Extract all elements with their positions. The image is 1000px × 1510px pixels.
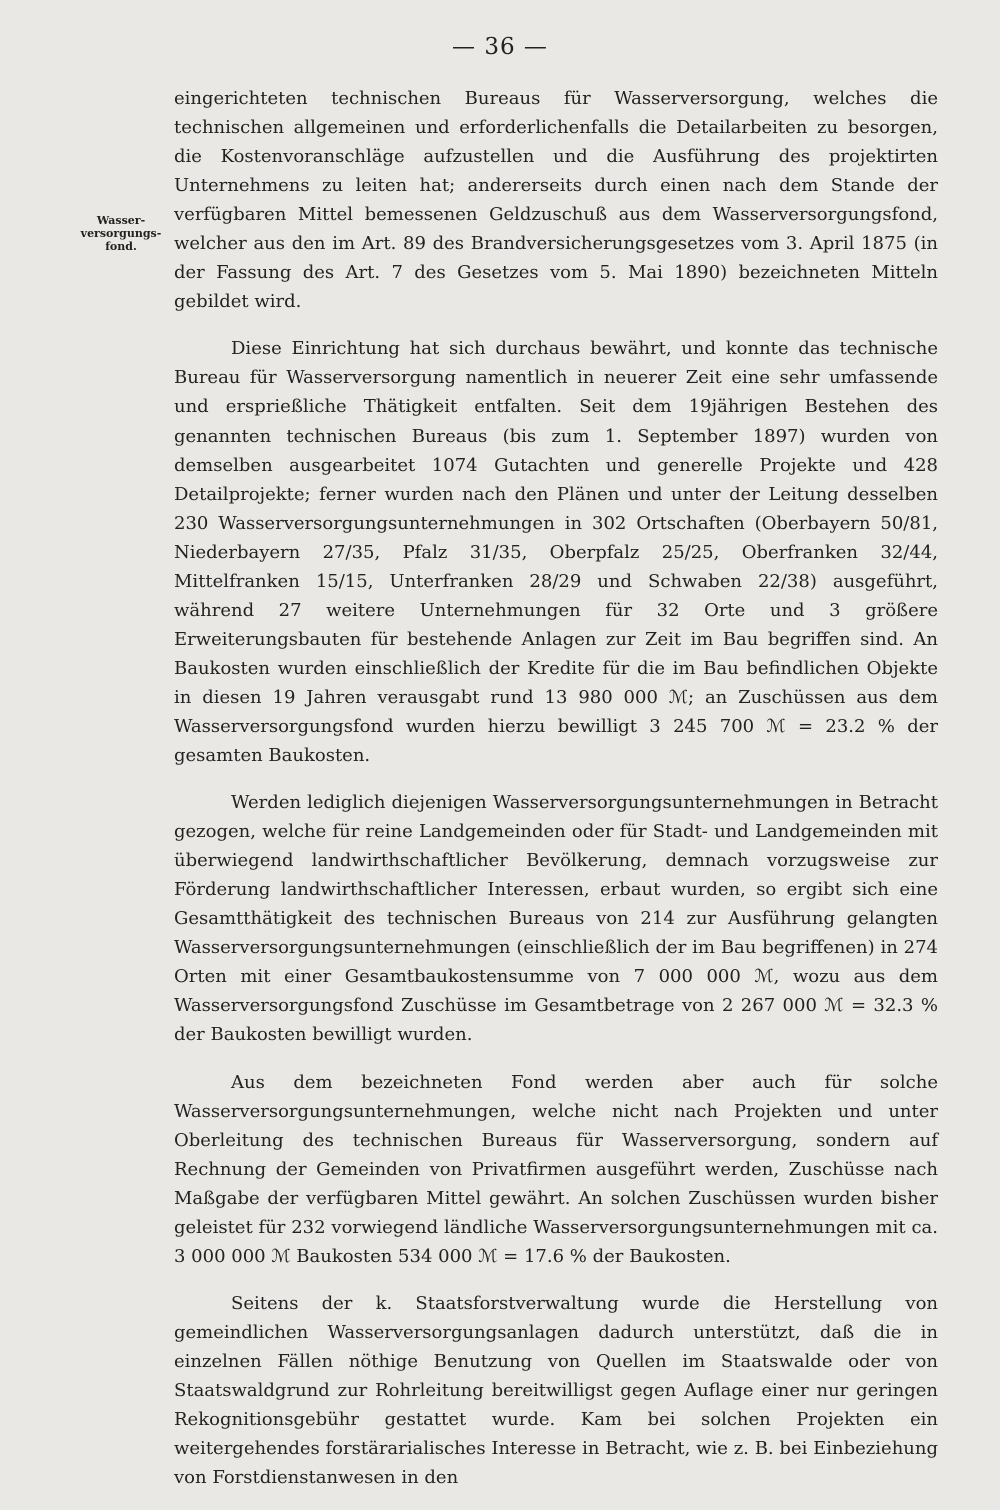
paragraph: Aus dem bezeichneten Fond werden aber auch für solche Wasserversorgungsunternehmungen, welche nicht nach Projekten und unter Oberleitung des technischen Bureaus für Wasserversorgung, sondern auf Rechnung der Gemeinden von Privatfirmen ausgeführt werden, Zuschüsse nach Maßgabe der verfügbaren Mittel gewährt. An solchen Zuschüssen wurden bisher geleistet für 232 vorwiegend ländliche Wasserversorgungsunternehmungen mit ca. 3 000 000 ℳ Baukosten 534 000 ℳ = 17.6 % der Baukosten. <box>174 1071 938 1267</box>
page-number: — 36 — <box>452 34 548 60</box>
paragraph: Seitens der k. Staatsforstverwaltung wurde die Herstellung von gemeindlichen Wasserversorgungsanlagen dadurch unterstützt, daß die in einzelnen Fällen nöthige Benutzung von Quellen im Staatswalde oder von Staatswaldgrund zur Rohrleitung bereitwilligst gegen Auflage einer nur geringen Rekognitionsgebühr gestattet wurde. Kam bei solchen Projekten ein weitergehendes forstärarialisches Interesse in Betracht, wie z. B. bei Einbeziehung von Forstdienstanwesen in den <box>174 1292 938 1489</box>
paragraph: Diese Einrichtung hat sich durchaus bewährt, und konnte das technische Bureau für Wasserversorgung namentlich in neuerer Zeit eine sehr umfassende und ersprießliche Thätigkeit entfalten. Seit dem 19jährigen Bestehen des genannten technischen Bureaus (bis zum 1. September 1897) wurden von demselben ausgearbeitet 1074 Gutachten und generelle Projekte und 428 Detailprojekte; ferner wurden nach den Plänen und unter der Leitung desselben 230 Wasserversorgungsunternehmungen in 302 Ortschaften (Oberbayern 50/81, Niederbayern 27/35, Pfalz 31/35, Oberpfalz 25/25, Oberfranken 32/44, Mittelfranken 15/15, Unterfranken 28/29 und Schwaben 22/38) ausgeführt, während 27 weitere Unternehmungen für 32 Orte und 3 größere Erweiterungsbauten für bestehende Anlagen zur Zeit im Bau begriffen sind. An Baukosten wurden einschließlich der Kredite für die im Bau befindlichen Objekte in diesen 19 Jahren verausgabt rund 13 980 000 ℳ; an Zuschüssen aus dem Wasserversorgungsfond wurden hierzu bewilligt 3 245 700 ℳ = 23.2 % der gesamten Baukosten. <box>174 338 938 767</box>
margin-note: Wasser-versorgungs-fond. <box>80 214 162 253</box>
body-text <box>174 84 938 1510</box>
paragraph: Werden lediglich diejenigen Wasserversorgungsunternehmungen in Betracht gezogen, welche für reine Landgemeinden oder für Stadt- und Landgemeinden mit überwiegend landwirthschaftlicher Bevölkerung, demnach vorzugsweise zur Förderung landwirthschaftlicher Interessen, erbaut wurden, so ergibt sich eine Gesamtthätigkeit des technischen Bureaus von 214 zur Ausführung gelangten Wasserversorgungsunternehmungen (einschließlich der im Bau begriffenen) in 274 Orten mit einer Gesamtbaukostensumme von 7 000 000 ℳ, wozu aus dem Wasserversorgungsfond Zuschüsse im Gesamtbetrage von 2 267 000 ℳ = 32.3 % der Baukosten bewilligt wurden. <box>174 792 938 1046</box>
paragraph: eingerichteten technischen Bureaus für Wasserversorgung, welches die technischen allgemeinen und erforderlichenfalls die Detailarbeiten zu besorgen, die Kostenvoranschläge aufzustellen und die Ausführung des projektirten Unternehmens zu leiten hat; andererseits durch einen nach dem Stande der verfügbaren Mittel bemessenen Geldzuschuß aus dem Wasserversorgungsfond, welcher aus den im Art. 89 des Brandversicherungsgesetzes vom 3. April 1875 (in der Fassung des Art. 7 des Gesetzes vom 5. Mai 1890) bezeichneten Mitteln gebildet wird. <box>174 88 938 313</box>
